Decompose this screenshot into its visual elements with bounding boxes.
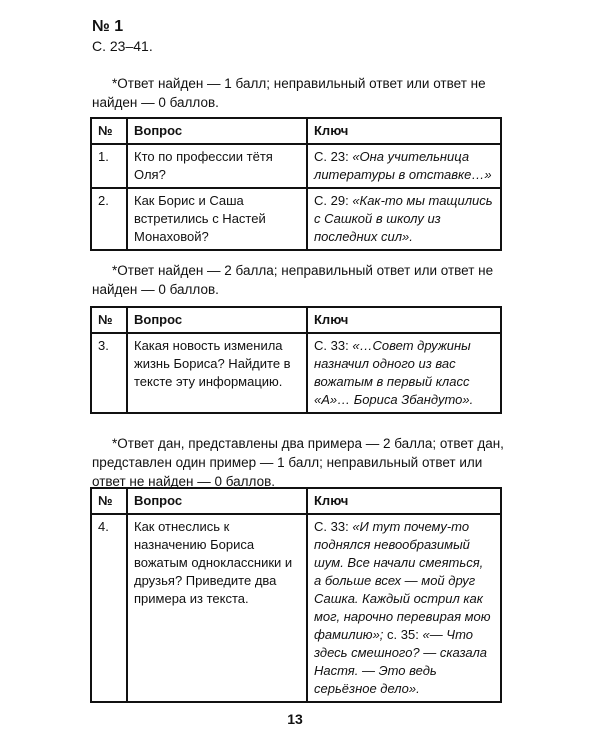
- row-num: 1.: [91, 144, 127, 188]
- key-quote: «Она учительница литературы в отставке…»: [314, 149, 492, 182]
- header-question: Вопрос: [127, 307, 307, 333]
- key-page-2: с. 35:: [387, 627, 419, 642]
- header-key: Ключ: [307, 488, 501, 514]
- task-heading: № 1: [92, 18, 124, 35]
- header-num: №: [91, 488, 127, 514]
- questions-table-3: [90, 487, 502, 703]
- questions-table-2: [90, 306, 502, 414]
- row-question: Какая новость изменила жизнь Бориса? Найдите в тексте эту информацию.: [127, 333, 307, 413]
- questions-table-1: [90, 117, 502, 251]
- row-question: Как Борис и Саша встретились с Настей Монаховой?: [127, 188, 307, 250]
- row-num: 2.: [91, 188, 127, 250]
- table-header-row: [91, 488, 501, 514]
- header-question: Вопрос: [127, 118, 307, 144]
- table-header-row: [91, 118, 501, 144]
- table-row: [91, 333, 501, 413]
- header-num: №: [91, 307, 127, 333]
- table-header-row: [91, 307, 501, 333]
- table-row: [91, 514, 501, 702]
- row-key: [307, 144, 501, 188]
- row-num: 4.: [91, 514, 127, 702]
- header-key: Ключ: [307, 307, 501, 333]
- key-page: С. 29:: [314, 193, 349, 208]
- scoring-note-2: *Ответ найден — 2 балла; неправильный ответ или ответ не найден — 0 баллов.: [92, 263, 494, 297]
- key-page: С. 33:: [314, 519, 349, 534]
- row-num: 3.: [91, 333, 127, 413]
- pages-reference: С. 23–41.: [92, 38, 153, 54]
- row-question: Как отнеслись к назначению Бориса вожатым одноклассники и друзья? Приведите два примера из текста.: [127, 514, 307, 702]
- key-page: С. 23:: [314, 149, 349, 164]
- row-key: [307, 333, 501, 413]
- page-number: 13: [287, 711, 303, 727]
- key-quote: «Как-то мы тащились с Сашкой в школу из последних сил».: [314, 193, 493, 244]
- header-num: №: [91, 118, 127, 144]
- scoring-note-3: *Ответ дан, представлены два примера — 2 балла; ответ дан, представлен один пример — 1 балл; неправильный ответ или ответ не найден — 0 баллов.: [92, 436, 504, 489]
- row-key: [307, 514, 501, 702]
- key-page: С. 33:: [314, 338, 349, 353]
- header-key: Ключ: [307, 118, 501, 144]
- row-question: Кто по профессии тётя Оля?: [127, 144, 307, 188]
- table-row: [91, 144, 501, 188]
- row-key: [307, 188, 501, 250]
- key-quote-2: «— Что здесь смешного? — сказала Настя. — Это ведь серьёзное дело».: [314, 627, 488, 696]
- key-quote: «…Совет дружины назначил одного из вас вожатым в первый класс «А»… Бориса Збандуто».: [314, 338, 474, 407]
- scoring-note-1: *Ответ найден — 1 балл; неправильный ответ или ответ не найден — 0 баллов.: [92, 76, 486, 110]
- key-quote: «И тут почему-то поднялся невообразимый шум. Все начали смеяться, а больше всех — мой друг Сашка. Каждый острил как мог, нарочно перевирая мою фамилию»;: [314, 519, 491, 642]
- header-question: Вопрос: [127, 488, 307, 514]
- table-row: [91, 188, 501, 250]
